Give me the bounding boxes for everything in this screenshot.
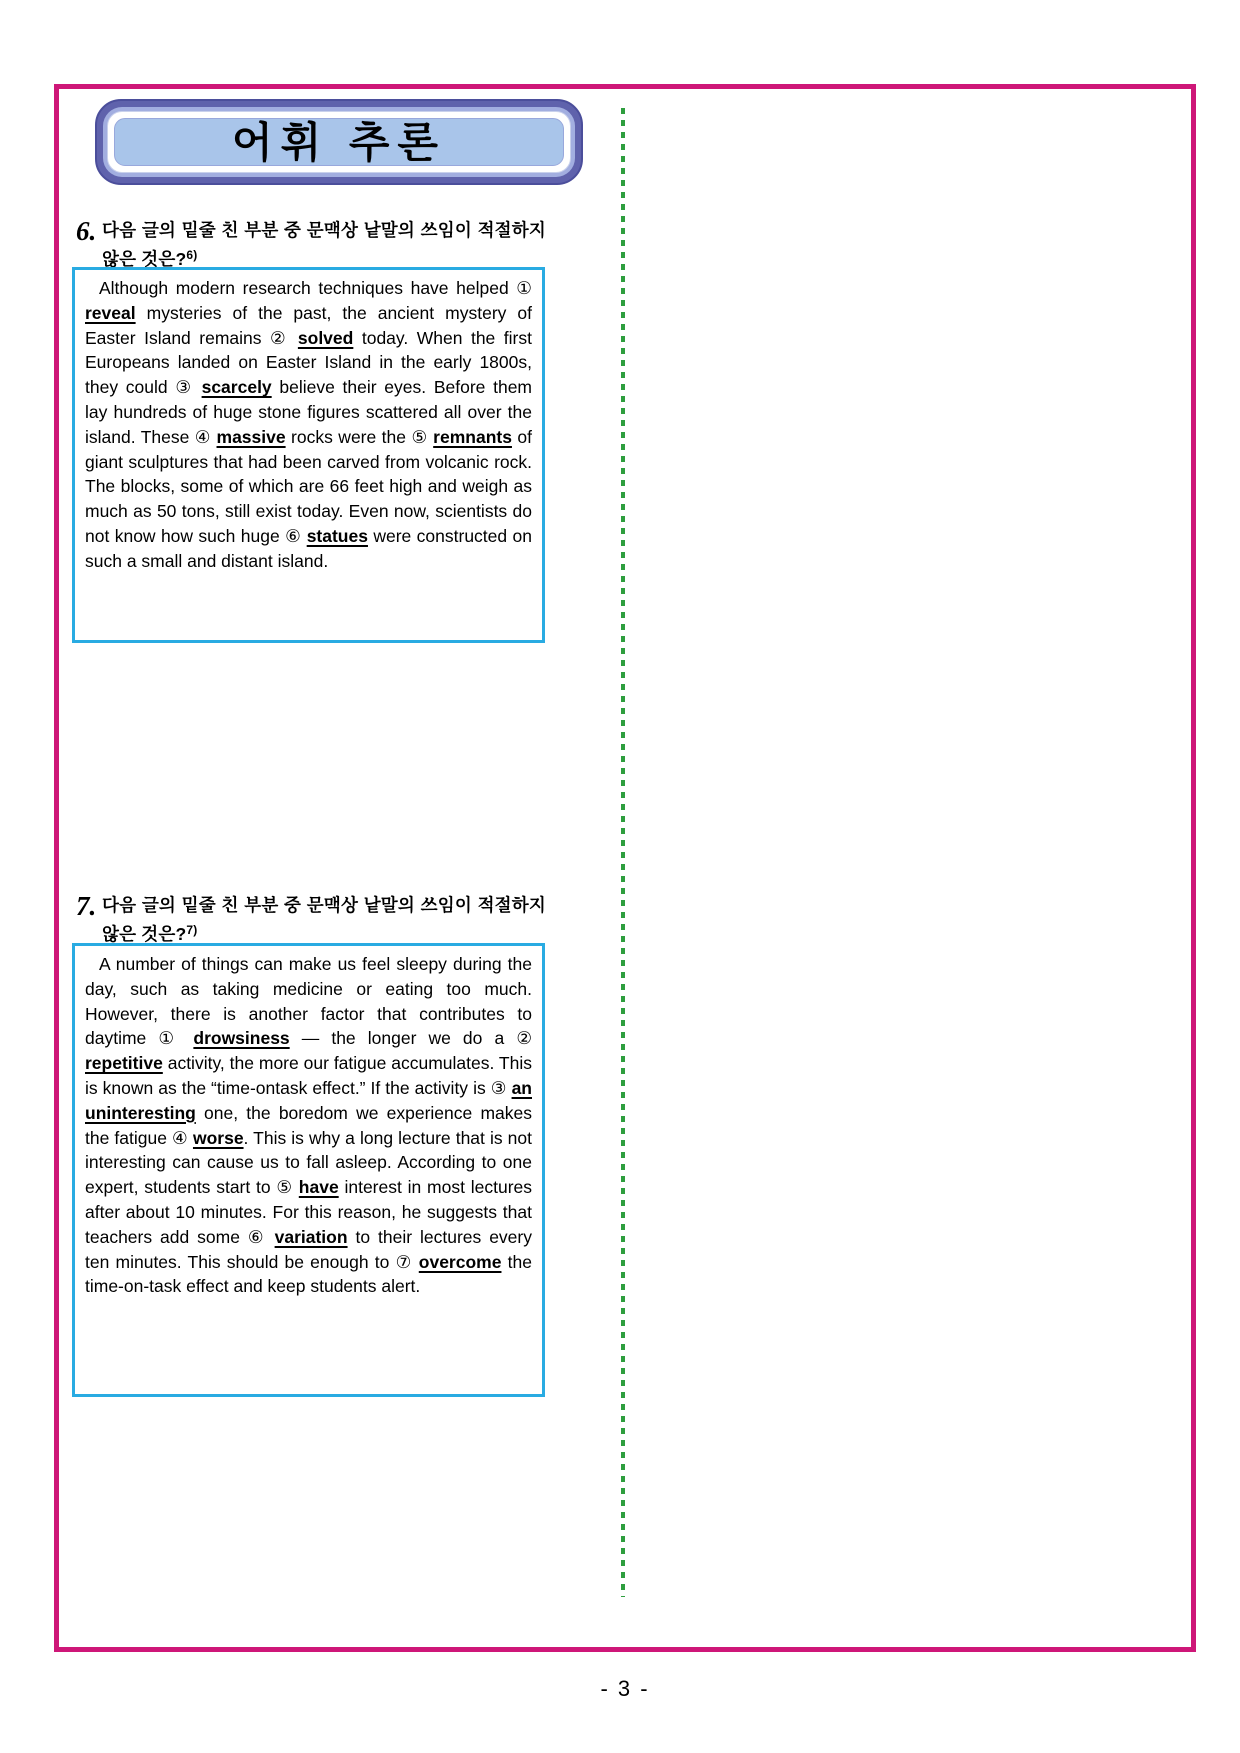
- passage-text: one, the boredom we experience makes the fatigue: [85, 1102, 532, 1148]
- underlined-word: solved: [297, 327, 354, 348]
- choice-marker: ⑤: [411, 426, 434, 447]
- passage-text: activity, the more our fatigue accumulates. This is known as the “time-ontask effect.” If the activity is: [85, 1053, 532, 1098]
- choice-marker: ⑥: [247, 1226, 275, 1247]
- passage-text: mysteries of the past, the ancient mystery of Easter Island remains: [85, 302, 532, 348]
- passage-text: interest in most lectures after about 10 minutes. For this reason, he suggests that teachers add some: [85, 1177, 533, 1247]
- passage-text: . This is why a long lecture that is not interesting can cause us to fall asleep. According to one expert, students start to: [85, 1127, 532, 1198]
- underlined-word: an uninteresting: [85, 1077, 532, 1123]
- choice-marker: ③: [490, 1077, 512, 1098]
- question-6: [76, 218, 546, 272]
- badge-fill: [114, 118, 564, 166]
- underlined-word: variation: [274, 1226, 348, 1247]
- badge-ring-white: [107, 111, 571, 173]
- passage-text: were constructed on such a small and distant island.: [85, 525, 532, 571]
- page-number: - 3 -: [600, 1676, 650, 1701]
- choice-marker: ④: [194, 426, 217, 447]
- question-6-number: 6.: [76, 216, 97, 246]
- underlined-word: remnants: [433, 426, 512, 447]
- passage-text: rocks were the: [285, 426, 412, 447]
- section-title: 어휘 추론: [232, 119, 446, 166]
- underlined-word: scarcely: [201, 377, 272, 398]
- passage-text: Although modern research techniques have helped: [99, 278, 517, 298]
- badge-ring-mid: [103, 107, 575, 177]
- question-7-footnote-marker: 7): [186, 923, 198, 937]
- underlined-word: statues: [306, 525, 368, 546]
- question-7-prompt: [102, 893, 546, 947]
- underlined-word: reveal: [85, 302, 136, 323]
- column-divider-dotted-line: [621, 108, 625, 1597]
- choice-marker: ④: [172, 1127, 193, 1148]
- choice-marker: ⑥: [285, 525, 307, 546]
- section-header-badge: [95, 99, 583, 185]
- passage-text: to their lectures every ten minutes. This should be enough to: [85, 1226, 532, 1272]
- question-7-passage-box: [72, 943, 545, 1397]
- underlined-word: drowsiness: [193, 1028, 290, 1049]
- passage-text: A number of things can make us feel sleepy during the day, such as taking medicine or eating too much. However, there is another factor that contributes to daytime: [85, 954, 532, 1049]
- question-7-passage-text: [85, 952, 532, 1299]
- choice-marker: ②: [516, 1028, 533, 1049]
- underlined-word: have: [298, 1177, 339, 1198]
- question-6-passage-box: [72, 267, 545, 643]
- underlined-word: worse: [192, 1127, 244, 1148]
- choice-marker: ①: [158, 1028, 194, 1049]
- question-7-prompt-text: 다음 글의 밑줄 친 부분 중 문맥상 낱말의 쓰임이 적절하지 않은 것은?: [102, 895, 546, 944]
- choice-marker: ⑤: [276, 1177, 299, 1198]
- choice-marker: ①: [516, 278, 532, 298]
- underlined-word: repetitive: [85, 1053, 163, 1074]
- underlined-word: overcome: [418, 1251, 502, 1272]
- choice-marker: ⑦: [395, 1251, 419, 1272]
- passage-text: of giant sculptures that had been carved from volcanic rock. The blocks, some of which are 66 feet high and weigh as much as 50 tons, still exist today. Even now, scientists do not know how such huge: [85, 426, 532, 546]
- underlined-word: massive: [216, 426, 286, 447]
- question-6-passage-text: [85, 276, 532, 574]
- question-6-footnote-marker: 6): [186, 248, 198, 262]
- passage-text: today. When the first Europeans landed on Easter Island in the early 1800s, they could: [85, 327, 532, 398]
- question-6-prompt: [102, 218, 546, 272]
- passage-text: believe their eyes. Before them lay hundreds of huge stone figures scattered all over the island. These: [85, 377, 533, 447]
- passage-text: the time-on-task effect and keep students alert.: [85, 1251, 532, 1297]
- choice-marker: ②: [270, 327, 298, 348]
- passage-text: — the longer we do a: [289, 1028, 517, 1049]
- question-6-prompt-text: 다음 글의 밑줄 친 부분 중 문맥상 낱말의 쓰임이 적절하지 않은 것은?: [102, 220, 546, 269]
- question-7-number: 7.: [76, 891, 97, 921]
- choice-marker: ③: [175, 377, 202, 398]
- question-7: [76, 893, 546, 947]
